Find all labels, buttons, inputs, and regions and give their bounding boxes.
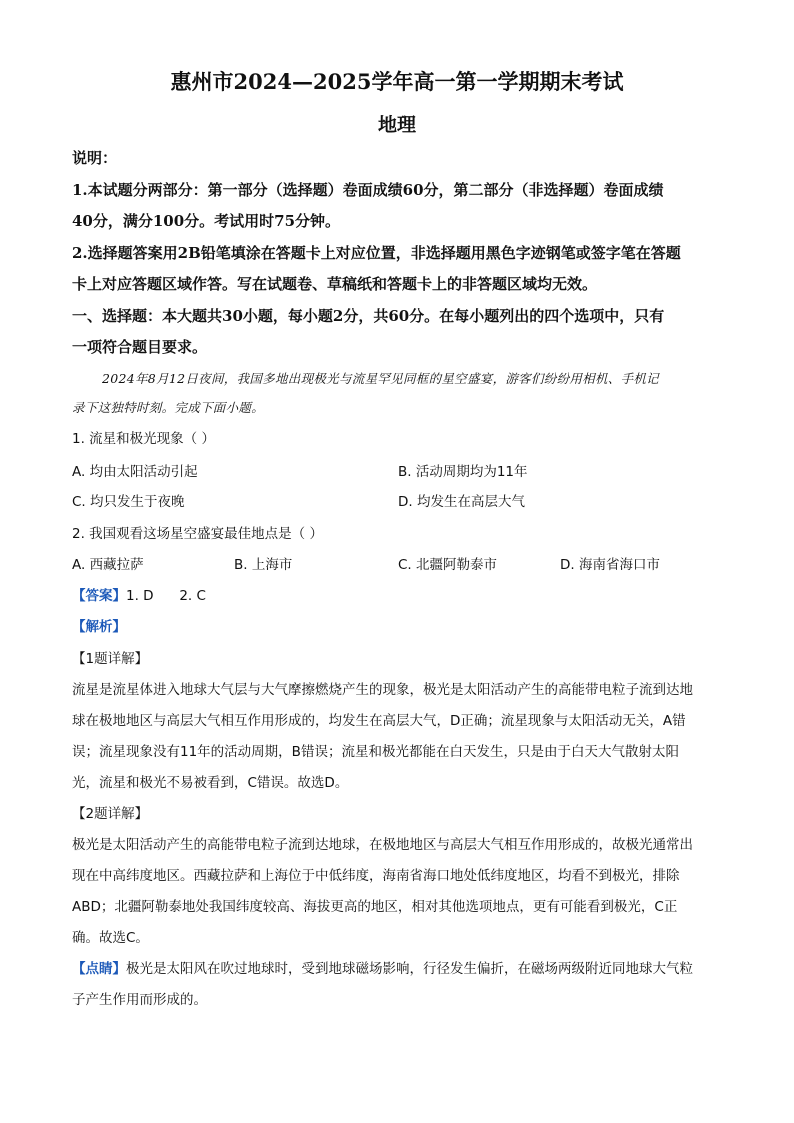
detail-1-label: 【1题详解】 xyxy=(72,651,149,667)
detail-1-line-1: 流星是流星体进入地球大气层与大气摩擦燃烧产生的现象，极光是太阳活动产生的高能带电粒子流到达地 xyxy=(72,682,693,698)
instruction-2-line-2: 卡上对应答题区域作答。写在试题卷、草稿纸和答题卡上的非答题区域均无效。 xyxy=(72,275,598,293)
tip-line-1: 极光是太阳风在吹过地球时，受到地球磁场影响，行径发生偏折，在磁场两级附近同地球大气粒 xyxy=(126,961,693,977)
section-heading-line-1: 一、选择题：本大题共30小题，每小题2分，共60分。在每小题列出的四个选项中，只有 xyxy=(72,307,665,325)
detail-1-line-4: 光，流星和极光不易被看到，C错误。故选D。 xyxy=(72,775,349,791)
detail-2-label: 【2题详解】 xyxy=(72,806,149,822)
instructions-label: 说明： xyxy=(72,149,118,167)
detail-2-line-2: 现在中高纬度地区。西藏拉萨和上海位于中低纬度，海南省海口地处低纬度地区，均看不到极光，排除 xyxy=(72,868,680,884)
answer-label: 【答案】 xyxy=(72,588,126,604)
detail-2-line-4: 确。故选C。 xyxy=(72,930,149,946)
detail-1-line-3: 误；流星现象没有11年的活动周期，B错误；流星和极光都能在白天发生，只是由于白天大气散射太阳 xyxy=(72,744,679,760)
instruction-1-line-2: 40分，满分100分。考试用时75分钟。 xyxy=(72,212,341,230)
tip-label: 【点睛】 xyxy=(72,961,126,977)
answer-value: 1. D 2. C xyxy=(126,588,206,604)
question-1-option-d: D. 均发生在高层大气 xyxy=(398,494,525,510)
analysis-label: 【解析】 xyxy=(72,619,126,635)
question-1-option-c: C. 均只发生于夜晚 xyxy=(72,494,185,510)
instruction-2-line-1: 2.选择题答案用2B铅笔填涂在答题卡上对应位置，非选择题用黑色字迹钢笔或签字笔在答题 xyxy=(72,244,681,262)
question-2-stem: 2. 我国观看这场星空盛宴最佳地点是（ ） xyxy=(72,526,323,542)
passage-intro-line-1: 2024年8月12日夜间，我国多地出现极光与流星罕见同框的星空盛宴，游客们纷纷用相机、手机记 xyxy=(102,371,659,386)
question-2-option-b: B. 上海市 xyxy=(234,557,293,573)
tip-row xyxy=(72,958,693,980)
question-1-stem: 1. 流星和极光现象（ ） xyxy=(72,431,215,447)
detail-2-line-1: 极光是太阳活动产生的高能带电粒子流到达地球，在极地地区与高层大气相互作用形成的，故极光通常出 xyxy=(72,837,693,853)
question-1-option-a: A. 均由太阳活动引起 xyxy=(72,464,198,480)
answer-row xyxy=(72,585,206,607)
detail-1-line-2: 球在极地地区与高层大气相互作用形成的，均发生在高层大气，D正确；流星现象与太阳活动无关，A错 xyxy=(72,713,686,729)
question-2-option-a: A. 西藏拉萨 xyxy=(72,557,144,573)
detail-2-line-3: ABD；北疆阿勒泰地处我国纬度较高、海拔更高的地区，相对其他选项地点，更有可能看到极光，C正 xyxy=(72,899,678,915)
question-2-option-d: D. 海南省海口市 xyxy=(560,557,660,573)
question-1-option-b: B. 活动周期均为11年 xyxy=(398,464,528,480)
subject-title: 地理 xyxy=(377,114,416,136)
section-heading-line-2: 一项符合题目要求。 xyxy=(72,338,208,356)
tip-line-2: 子产生作用而形成的。 xyxy=(72,992,207,1008)
instruction-1-line-1: 1.本试题分两部分：第一部分（选择题）卷面成绩60分，第二部分（非选择题）卷面成绩 xyxy=(72,181,664,199)
passage-intro-line-2: 录下这独特时刻。完成下面小题。 xyxy=(72,400,265,415)
exam-title: 惠州市2024—2025学年高一第一学期期末考试 xyxy=(170,69,624,94)
question-2-option-c: C. 北疆阿勒泰市 xyxy=(398,557,498,573)
